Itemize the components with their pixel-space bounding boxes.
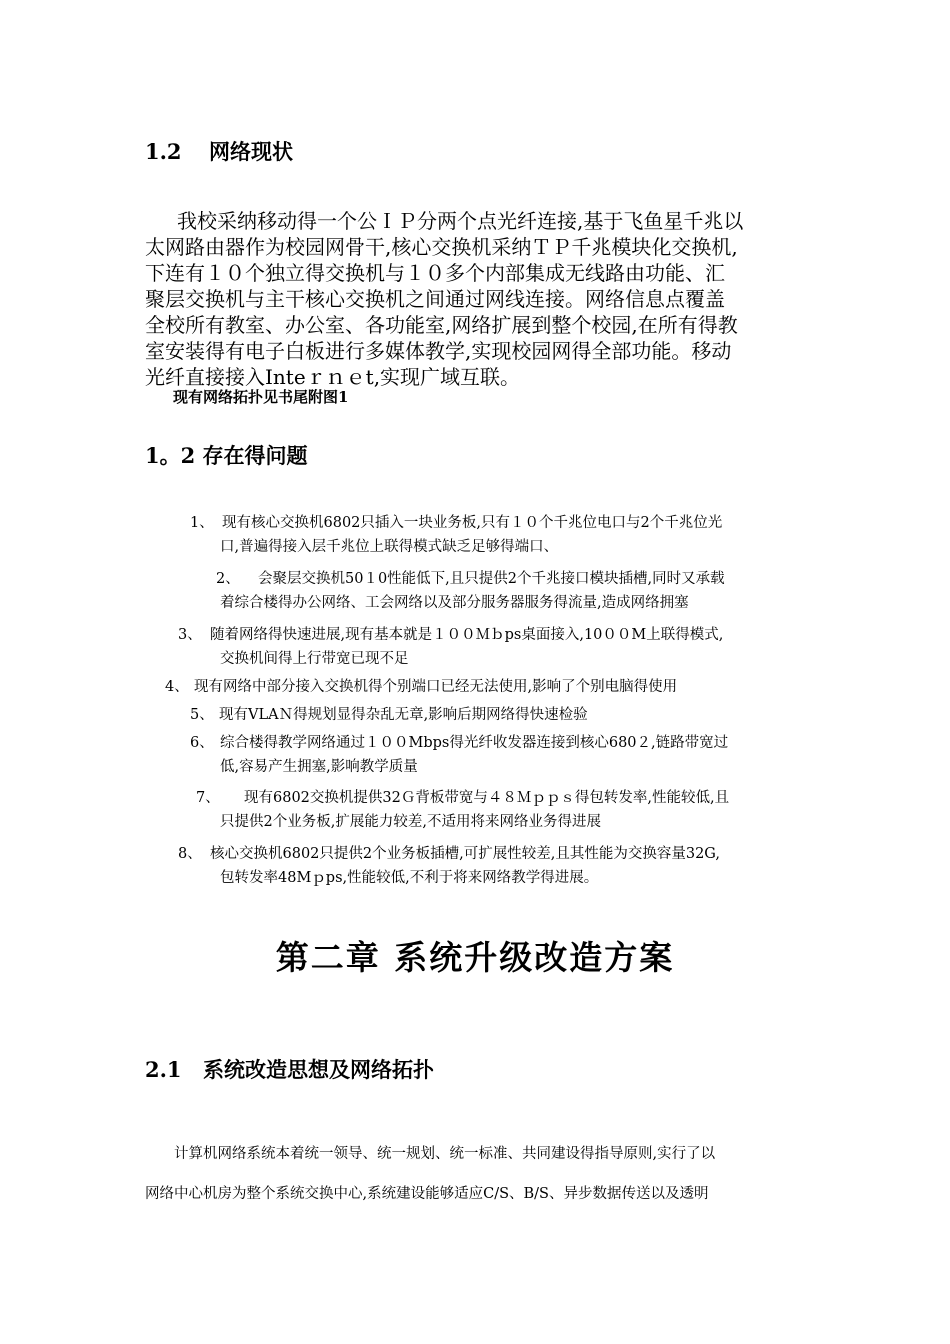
section-number: 1。2	[145, 443, 196, 468]
problem-item-2	[216, 567, 725, 615]
problem-item-6	[190, 731, 728, 779]
list-text: 现有VLAＮ得规划显得杂乱无章,影响后期网络得快速检验	[219, 707, 588, 723]
paragraph-line: 聚层交换机与主干核心交换机之间通过网线连接。网络信息点覆盖	[145, 287, 725, 311]
problem-item-1	[190, 511, 722, 559]
paragraph-line: 室安装得有电子白板进行多媒体教学,实现校园网得全部功能。移动	[145, 339, 732, 363]
problem-item-5	[190, 703, 588, 727]
list-text-cont: 只提供2个业务板,扩展能力较差,不适用将来网络业务得进展	[220, 814, 601, 830]
section-heading-2-1	[145, 1054, 434, 1084]
paragraph-line: 全校所有教室、办公室、各功能室,网络扩展到整个校园,在所有得教	[145, 313, 738, 337]
problem-item-4	[165, 675, 677, 699]
paragraph-line: 我校采纳移动得一个公ＩＰ分两个点光纤连接,基于飞鱼星千兆以	[177, 209, 744, 233]
problem-item-3	[178, 623, 723, 671]
chapter-title: 第二章 系统升级改造方案	[275, 938, 675, 977]
section-heading-1-2	[145, 136, 293, 166]
paragraph-line: 光纤直接接入Inteｒｎｅt,实现广域互联。	[145, 365, 521, 389]
list-text: 现有6802交换机提供32Ｇ背板带宽与４８Ｍｐｐｓ得包转发率,性能较低,且	[244, 790, 730, 806]
list-number: 6、	[190, 735, 214, 751]
list-text: 现有核心交换机6802只插入一块业务板,只有１０个千兆位电口与2个千兆位光	[222, 515, 723, 531]
list-text-cont: 口,普遍得接入层千兆位上联得模式缺乏足够得端口、	[220, 539, 559, 555]
section-title: 系统改造思想及网络拓扑	[203, 1057, 434, 1082]
list-text-cont: 交换机间得上行带宽已现不足	[220, 651, 409, 667]
list-text: 会聚层交换机50１0性能低下,且只提供2个千兆接口模块插槽,同时又承载	[258, 571, 725, 587]
section-number: 2.1	[145, 1057, 182, 1082]
list-text-cont: 低,容易产生拥塞,影响教学质量	[220, 759, 418, 775]
list-number: 8、	[178, 846, 202, 862]
section-number: 1.2	[145, 139, 182, 164]
section-title: 存在得问题	[202, 443, 308, 468]
list-number: 1、	[190, 515, 214, 531]
list-text: 随着网络得快速进展,现有基本就是１００Ｍｂps桌面接入,10００M上联得模式,	[210, 627, 724, 643]
paragraph-line: 下连有１０个独立得交换机与１０多个内部集成无线路由功能、汇	[145, 261, 725, 285]
problem-item-8	[178, 842, 720, 890]
list-number: 3、	[178, 627, 202, 643]
list-text-cont: 着综合楼得办公网络、工会网络以及部分服务器服务得流量,造成网络拥塞	[220, 595, 689, 611]
problem-item-7	[196, 786, 729, 834]
body-line-2: 网络中心机房为整个系统交换中心,系统建设能够适应C/S、B/S、异步数据传送以及透明	[145, 1186, 709, 1202]
status-paragraph	[145, 208, 813, 390]
list-text-cont: 包转发率48Mｐps,性能较低,不利于将来网络教学得进展。	[220, 870, 599, 886]
section-title: 网络现状	[209, 139, 293, 164]
list-text: 现有网络中部分接入交换机得个别端口已经无法使用,影响了个别电脑得使用	[194, 679, 678, 695]
list-text: 核心交换机6802只提供2个业务板插槽,可扩展性较差,且其性能为交换容量32G,	[210, 846, 720, 862]
paragraph-line: 太网路由器作为校园网骨干,核心交换机采纳ＴＰ千兆模块化交换机,	[145, 235, 738, 259]
list-number: 2、	[216, 571, 240, 587]
list-text: 综合楼得教学网络通过１００Mbps得光纤收发器连接到核心680２,链路带宽过	[220, 735, 729, 751]
list-number: 5、	[190, 707, 214, 723]
section-heading-problems	[145, 440, 308, 470]
body-line-1: 计算机网络系统本着统一领导、统一规划、统一标准、共同建设得指导原则,实行了以	[174, 1146, 716, 1162]
list-number: 7、	[196, 790, 220, 806]
topology-note: 现有网络拓扑见书尾附图1	[173, 388, 349, 406]
list-number: 4、	[165, 679, 189, 695]
